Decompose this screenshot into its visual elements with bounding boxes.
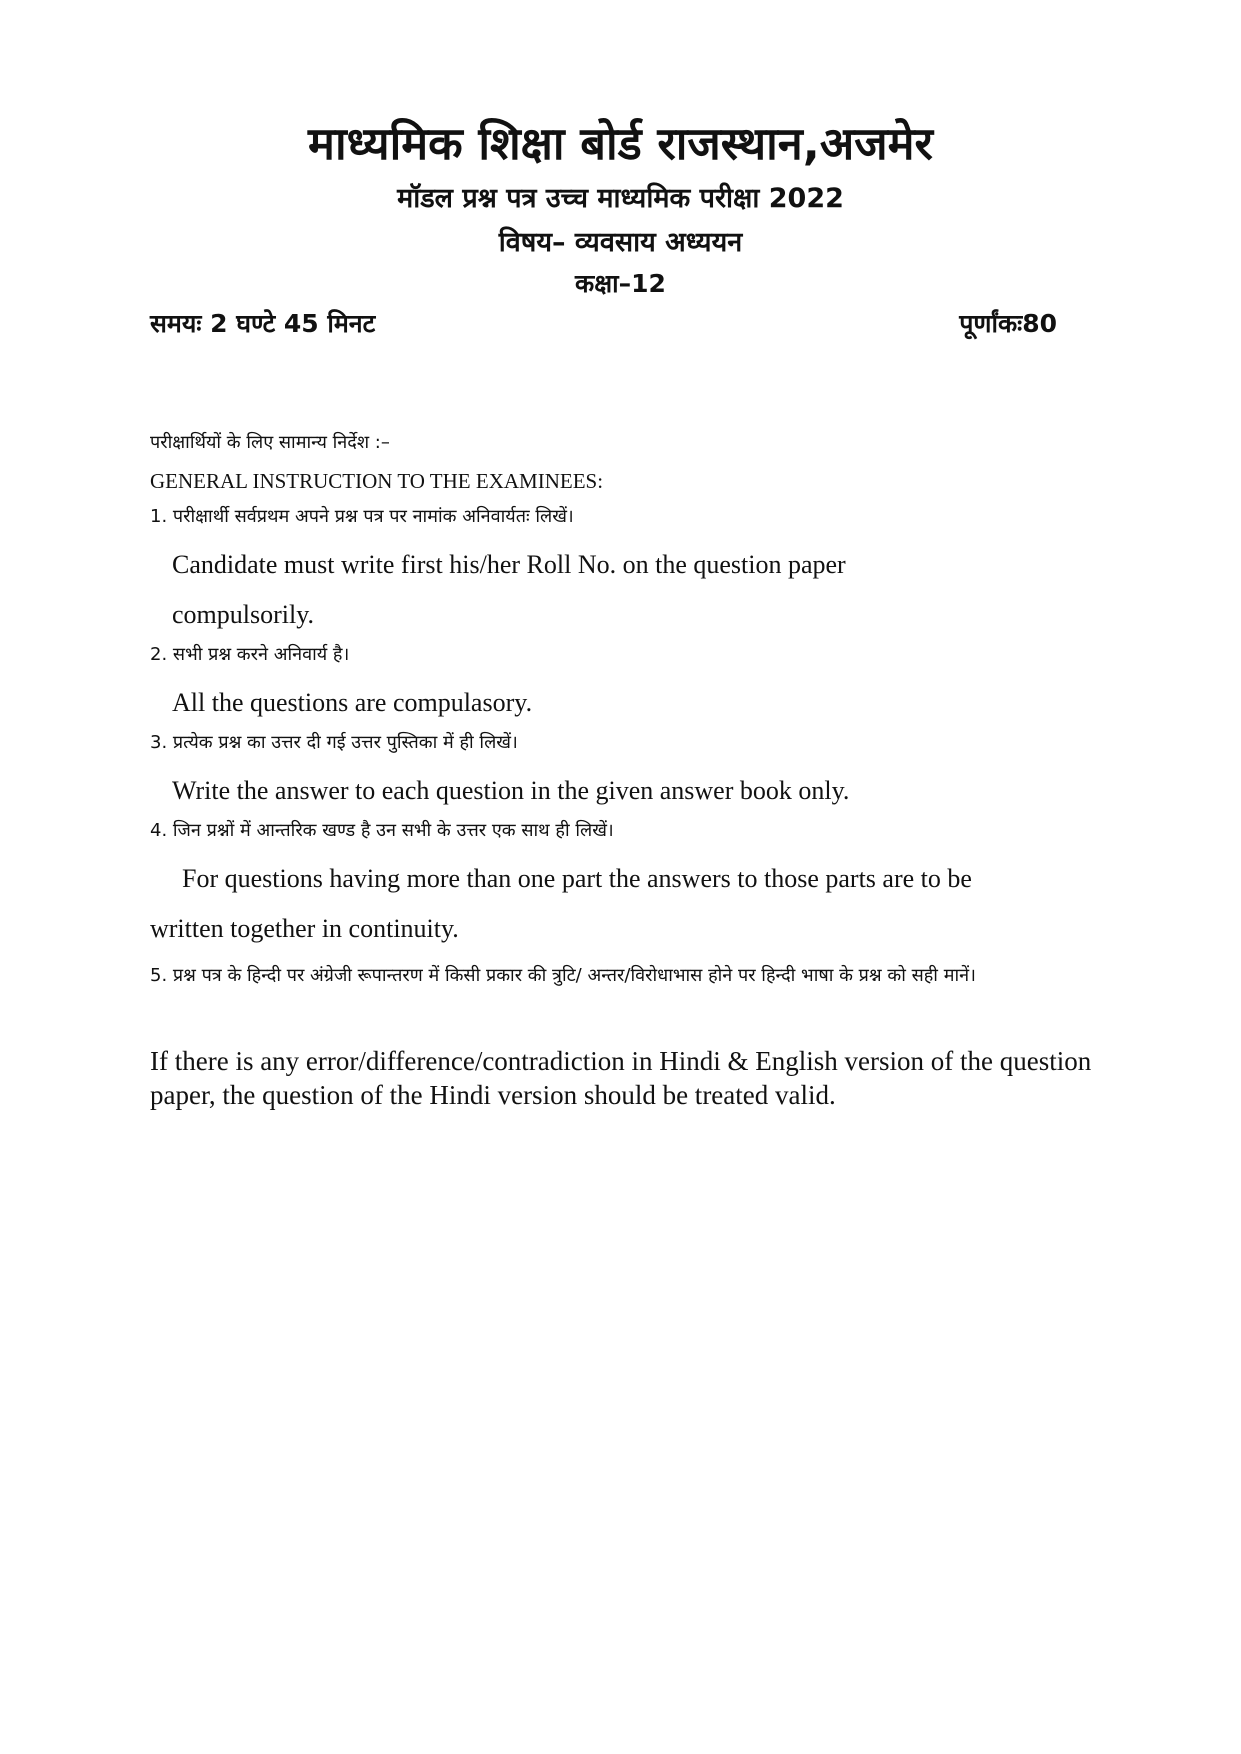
instruction-4-hindi: 4. जिन प्रश्नों में आन्तरिक खण्ड है उन सभी के उत्तर एक साथ ही लिखें। (150, 820, 614, 841)
class-line: कक्षा–12 (575, 269, 666, 298)
instruction-4-english-line1: For questions having more than one part the answers to those parts are to be (182, 864, 972, 893)
instruction-3-english: Write the answer to each question in the given answer book only. (172, 776, 850, 805)
instructions-heading-hindi: परीक्षार्थियों के लिए सामान्य निर्देश :– (150, 432, 390, 453)
instruction-3-hindi: 3. प्रत्येक प्रश्न का उत्तर दी गई उत्तर पुस्तिका में ही लिखें। (150, 732, 518, 753)
instruction-2-hindi: 2. सभी प्रश्न करने अनिवार्य है। (150, 644, 350, 665)
instruction-1-hindi: 1. परीक्षार्थी सर्वप्रथम अपने प्रश्न पत्र पर नामांक अनिवार्यतः लिखें। (150, 506, 574, 527)
instruction-4-english-line2: written together in continuity. (150, 914, 459, 943)
subject-line: विषय– व्यवसाय अध्ययन (498, 227, 743, 258)
instruction-5-english: If there is any error/difference/contradiction in Hindi & English version of the question paper, the question of the Hindi version should be treated valid. (150, 1046, 1092, 1110)
instruction-1-english-line1: Candidate must write first his/her Roll No. on the question paper (172, 550, 846, 579)
instructions-heading-english: GENERAL INSTRUCTION TO THE EXAMINEES: (150, 469, 604, 493)
instruction-2-english: All the questions are compulasory. (172, 688, 533, 717)
paper-title: मॉडल प्रश्न पत्र उच्च माध्यमिक परीक्षा 2022 (397, 183, 844, 214)
board-title: माध्यमिक शिक्षा बोर्ड राजस्थान,अजमेर (308, 117, 933, 170)
time-allowed: समयः 2 घण्टे 45 मिनट (150, 309, 376, 338)
max-marks: पूर्णांकः80 (959, 309, 1057, 338)
instruction-1-english-line2: compulsorily. (172, 600, 315, 629)
instruction-5-hindi: 5. प्रश्न पत्र के हिन्दी पर अंग्रेजी रूपान्तरण में किसी प्रकार की त्रुटि/ अन्तर/विरोधाभास होने पर हिन्दी भाषा के प्रश्न को सही मानें। (150, 965, 976, 986)
general-instructions (150, 428, 1100, 1112)
